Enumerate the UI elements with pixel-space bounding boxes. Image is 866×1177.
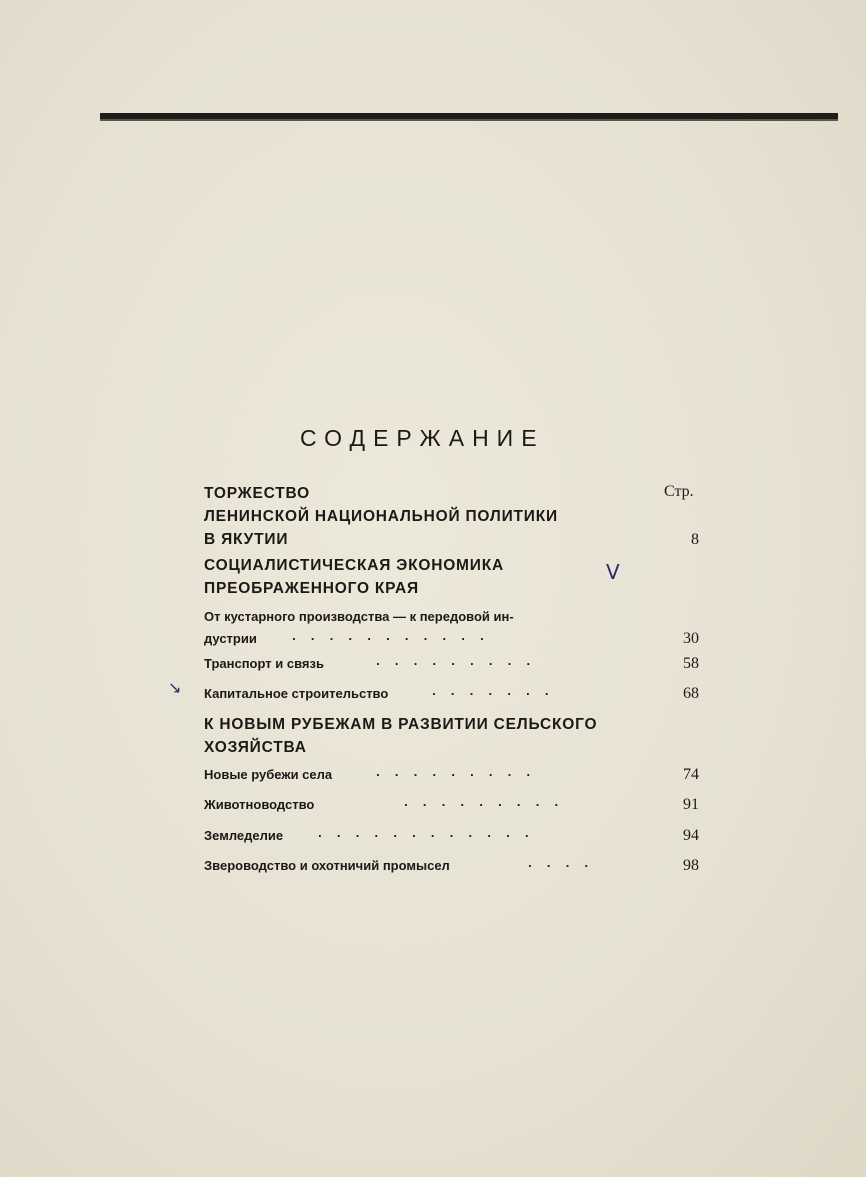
entry-line: дустрии [204,631,257,646]
toc-entry-agriculture [204,825,699,847]
page-number: 8 [691,531,699,548]
section-line: ХОЗЯЙСТВА [204,739,307,756]
entry-title: Звероводство и охотничий промысел [204,858,450,873]
entry-title: Животноводство [204,797,315,812]
page-number: 94 [683,827,699,844]
leader-dots: ....... [430,684,562,699]
entry-line [204,606,699,628]
leader-dots: ......... [402,795,572,810]
entry-title: От кустарного производства — к передовой ин- [204,609,514,624]
handwritten-check-mark: V [606,560,620,584]
page-number: 30 [683,630,699,647]
top-rule [100,113,838,119]
toc-entry-construction [204,683,699,705]
toc-entry-livestock [204,794,699,816]
entry-title: Капитальное строительство [204,686,389,701]
section-line: ЛЕНИНСКОЙ НАЦИОНАЛЬНОЙ ПОЛИТИКИ [204,508,558,525]
toc-section-3 [204,713,699,759]
toc-entry-fur-farming [204,855,699,877]
toc-entry-village [204,764,699,786]
page-column-label: Стр. [664,483,694,500]
entry-title: Новые рубежи села [204,767,333,782]
leader-dots: ......... [374,654,544,669]
leader-dots: ............ [316,826,542,841]
toc-entry-industry [204,606,699,650]
toc-section-2 [204,554,699,600]
toc-section-1 [204,482,699,551]
toc-entry-transport [204,653,699,675]
entry-title: Транспорт и связь [204,656,324,671]
section-line: В ЯКУТИИ [204,531,289,548]
section-line: ТОРЖЕСТВО [204,485,310,502]
leader-dots: ......... [374,765,544,780]
toc-title: СОДЕРЖАНИЕ [300,425,545,451]
page-number: 74 [683,766,699,783]
page-number: 58 [683,655,699,672]
entry-title: Земледелие [204,828,284,843]
page-number: 98 [683,857,699,874]
section-line: ПРЕОБРАЖЕННОГО КРАЯ [204,580,419,597]
handwritten-scribble-icon: ↘ [168,678,182,697]
page-number: 91 [683,796,699,813]
leader-dots: ........... [290,629,497,644]
section-line: СОЦИАЛИСТИЧЕСКАЯ ЭКОНОМИКА [204,557,504,574]
leader-dots: .... [526,856,602,871]
page-number: 68 [683,685,699,702]
section-line: К НОВЫМ РУБЕЖАМ В РАЗВИТИИ СЕЛЬСКОГО [204,716,598,733]
